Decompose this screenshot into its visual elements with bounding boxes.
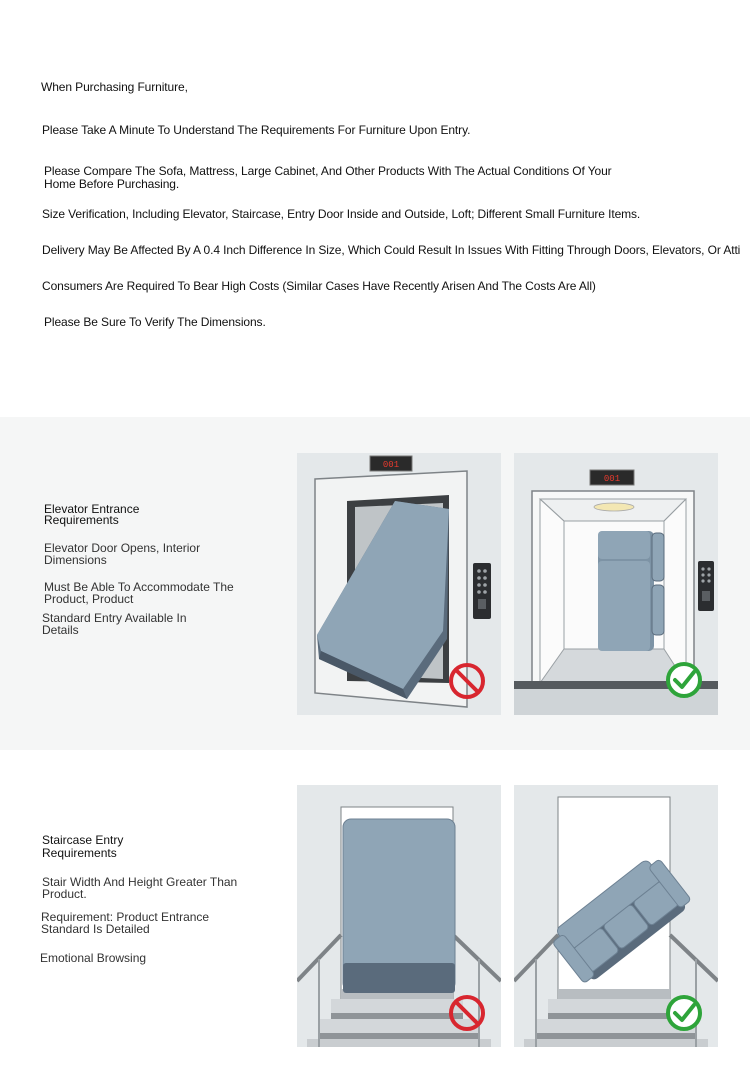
elevator-right-illustration — [514, 453, 718, 715]
elevator-title: Elevator Entrance Requirements — [44, 502, 140, 527]
intro-heading: When Purchasing Furniture, — [41, 80, 188, 94]
elevator-text-standard: Standard Entry Available In Details — [42, 611, 187, 637]
staircase-text-browsing: Emotional Browsing — [40, 951, 147, 965]
elevator-text-door: Elevator Door Opens, Interior Dimensions — [44, 541, 201, 567]
allowed-check-icon — [668, 664, 700, 696]
elevator-wrong-illustration — [297, 453, 501, 715]
elevator-text-accommodate: Must Be Able To Accommodate The Product, Product — [44, 580, 234, 606]
intro-line-understand: Please Take A Minute To Understand The Requirements For Furniture Upon Entry. — [42, 123, 471, 137]
floor-display-1: 001 — [382, 460, 400, 470]
intro-line-costs: Consumers Are Required To Bear High Costs (Similar Cases Have Recently Arisen And The Costs Are All) — [42, 279, 596, 293]
staircase-text-width: Stair Width And Height Greater Than Product. — [42, 875, 238, 901]
intro-line-compare: Please Compare The Sofa, Mattress, Large Cabinet, And Other Products With The Actual Conditions Of Your Home Before Purchasing. — [44, 164, 612, 191]
intro-line-verify: Please Be Sure To Verify The Dimensions. — [44, 315, 266, 329]
staircase-wrong-illustration — [297, 785, 501, 1047]
staircase-title: Staircase Entry Requirements — [42, 833, 124, 860]
staircase-text-requirement: Requirement: Product Entrance Standard Is Detailed — [41, 910, 210, 936]
intro-line-size: Size Verification, Including Elevator, Staircase, Entry Door Inside and Outside, Loft; Different Small Furniture Items. — [42, 207, 641, 221]
staircase-right-illustration — [514, 785, 718, 1047]
intro-line-delivery: Delivery May Be Affected By A 0.4 Inch Difference In Size, Which Could Result In Issues With Fitting Through Doors, Elevators, Or Atti — [42, 243, 741, 257]
floor-display-2: 001 — [603, 474, 621, 484]
allowed-check-icon — [668, 997, 700, 1029]
